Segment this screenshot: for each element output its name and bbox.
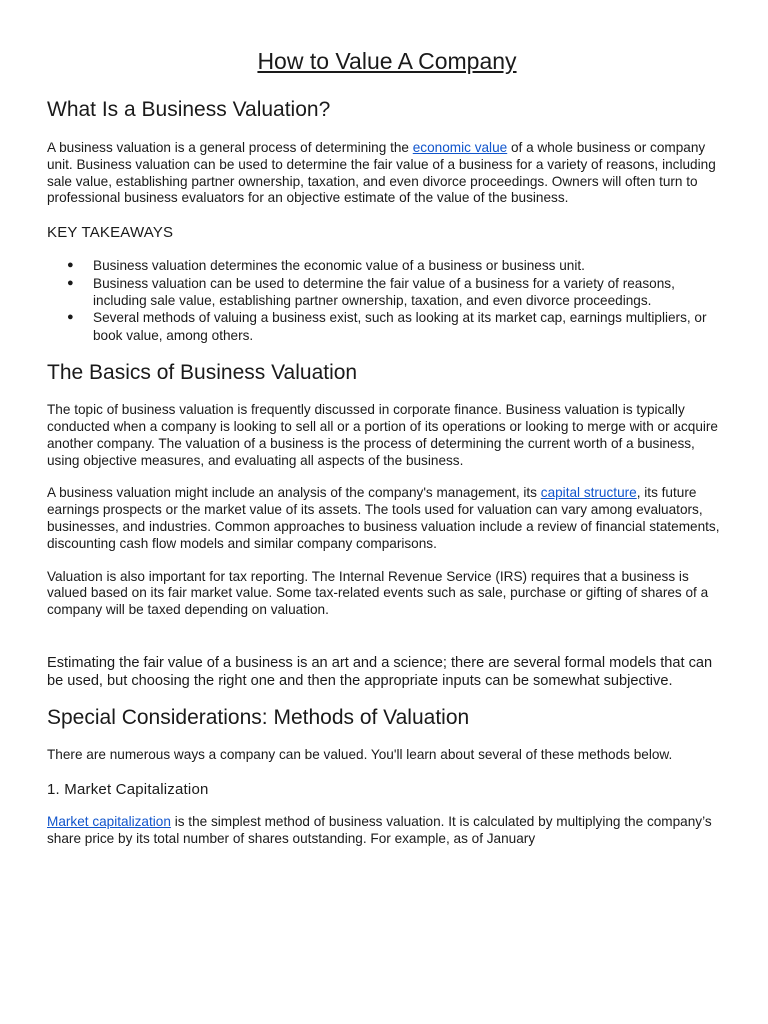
section2-paragraph-1: The topic of business valuation is frequently discussed in corporate finance. Business valuation is typically conducted when a company is looking to sell all or a portion of its operations or looking to merge with or acquire another company. The valuation of a business is the process of determining the current worth of a business, using objective measures, and evaluating all aspects of the business. [47,402,718,468]
capital-structure-link[interactable]: capital structure [540,485,637,501]
list-item [47,257,727,274]
section-heading-what-is-valuation: What Is a Business Valuation? [47,98,331,121]
bullet-icon: ● [67,259,74,272]
list-item [47,309,727,344]
subheading-market-capitalization: 1. Market Capitalization [47,780,209,798]
bullet-icon: ● [67,311,74,324]
section3-paragraph-1: There are numerous ways a company can be valued. You'll learn about several of these methods below. [47,746,673,762]
takeaway-text: Business valuation determines the economic value of a business or business unit. [93,258,585,274]
section1-paragraph [47,140,727,207]
key-takeaways-list [47,257,727,344]
section2-text-before: A business valuation might include an analysis of the company's management, its [47,485,541,501]
takeaway-text: Several methods of valuing a business exist, such as looking at its market cap, earnings multipliers, or book value, among others. [93,310,707,343]
section1-text-before: A business valuation is a general process of determining the [47,140,413,155]
section2-paragraph-3: Valuation is also important for tax reporting. The Internal Revenue Service (IRS) requires that a business is valued based on its fair market value. Some tax-related events such as sale, purchase or gifting of shares of a company will be taxed depending on valuation. [47,568,709,618]
economic-value-link[interactable]: economic value [412,140,508,155]
bullet-icon: ● [67,276,74,289]
section3-text-after: is the simplest method of business valuation. It is calculated by multiplying the company’s share price by its total number of shares outstanding. For example, as of January [47,813,712,846]
market-capitalization-link[interactable]: Market capitalization [47,813,171,829]
section2-text-after: , its future earnings prospects or the market value of its assets. The tools used for valuation can vary among evaluators, businesses, and industries. Common approaches to business valuation include a review of financial statements, discounting cash flow models and similar company comparisons. [47,485,720,551]
document-title: How to Value A Company [257,48,517,74]
section1-text-after: of a whole business or company unit. Business valuation can be used to determine the fair value of a business for a variety of reasons, including sale value, establishing partner ownership, taxation, and even divorce proceedings. Owners will often turn to professional business evaluators for an objective estimate of the value of the business. [47,140,716,206]
key-takeaways-heading: KEY TAKEAWAYS [47,224,174,242]
takeaway-text: Business valuation can be used to determine the fair value of a business for a variety of reasons, including sale value, establishing partner ownership, taxation, and even divorce proceedings. [93,275,675,308]
section3-paragraph-2 [47,814,727,848]
section-heading-basics: The Basics of Business Valuation [47,361,358,385]
section2-paragraph-4: Estimating the fair value of a business is an art and a science; there are several formal models that can be used, but choosing the right one and then the appropriate inputs can be somewhat subjective. [47,654,713,689]
section-heading-special-considerations: Special Considerations: Methods of Valuation [47,705,470,729]
document-page [47,40,727,847]
section2-paragraph-2 [47,485,727,552]
list-item [47,275,727,310]
